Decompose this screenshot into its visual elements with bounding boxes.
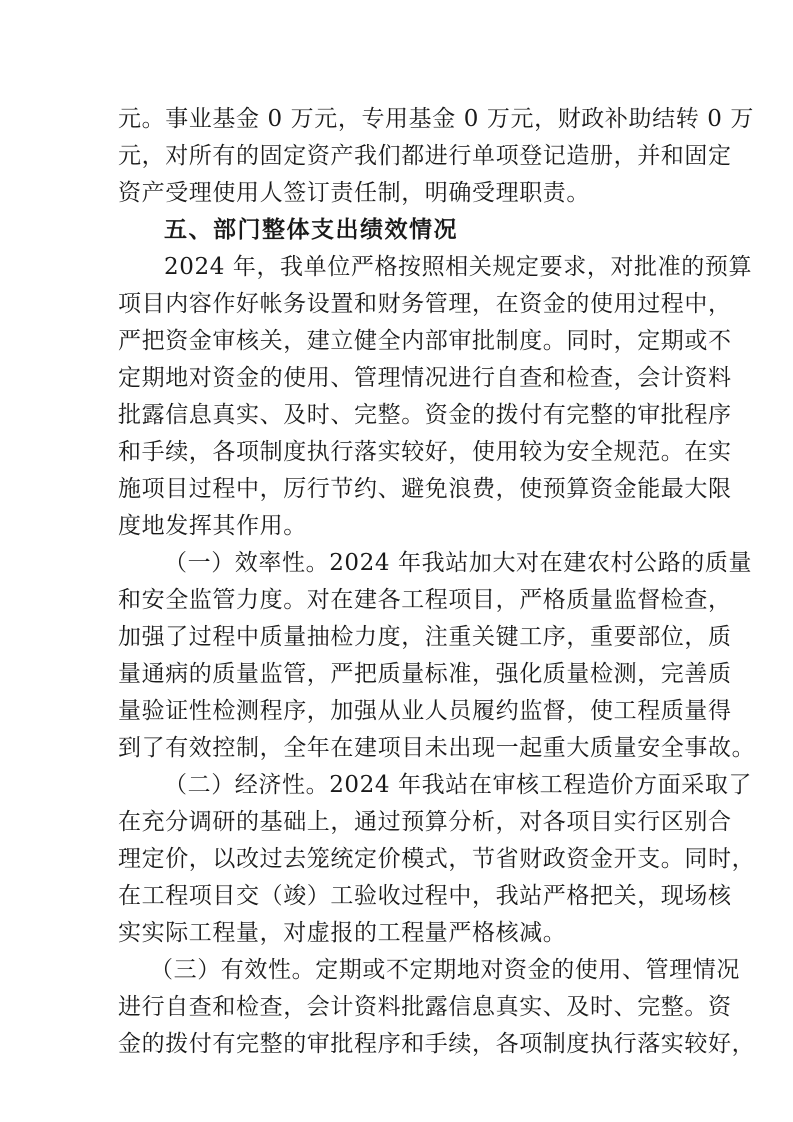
text-line: 量通病的质量监管，严把质量标准，强化质量检测，完善质 (118, 661, 732, 687)
text-line: 在工程项目交（竣）工验收过程中，我站严格把关，现场核 (118, 883, 732, 909)
text-line: 进行自查和检查，会计资料批露信息真实、及时、完整。资 (118, 994, 732, 1020)
section-heading: 五、部门整体支出绩效情况 (164, 217, 458, 243)
text-line: 2024 年，我单位严格按照相关规定要求，对批准的预算 (164, 254, 753, 280)
text-line: 度地发挥其作用。 (118, 513, 307, 539)
text-line: 和安全监管力度。对在建各工程项目，严格质量监督检查， (118, 587, 732, 613)
text-line: 项目内容作好帐务设置和财务管理，在资金的使用过程中， (118, 291, 732, 317)
text-line: 加强了过程中质量抽检力度，注重关键工序，重要部位，质 (118, 624, 732, 650)
text-line: （一）效率性。2024 年我站加大对在建农村公路的质量 (164, 550, 753, 576)
text-line: 元，对所有的固定资产我们都进行单项登记造册，并和固定 (118, 143, 732, 169)
text-line: 元。事业基金 0 万元，专用基金 0 万元，财政补助结转 0 万 (118, 106, 754, 132)
text-line: 和手续，各项制度执行落实较好，使用较为安全规范。在实 (118, 439, 732, 465)
text-line: 严把资金审核关，建立健全内部审批制度。同时，定期或不 (118, 328, 732, 354)
text-line: 到了有效控制，全年在建项目未出现一起重大质量安全事故。 (118, 735, 756, 761)
text-line: （二）经济性。2024 年我站在审核工程造价方面采取了 (164, 772, 753, 798)
text-line: （三）有效性。定期或不定期地对资金的使用、管理情况 (150, 957, 740, 983)
text-line: 量验证性检测程序，加强从业人员履约监督，使工程质量得 (118, 698, 732, 724)
text-line: 定期地对资金的使用、管理情况进行自查和检查，会计资料 (118, 365, 732, 391)
text-line: 批露信息真实、及时、完整。资金的拨付有完整的审批程序 (118, 402, 732, 428)
text-line: 在充分调研的基础上，通过预算分析，对各项目实行区别合 (118, 809, 732, 835)
text-line: 金的拨付有完整的审批程序和手续，各项制度执行落实较好， (118, 1031, 756, 1057)
text-line: 实实际工程量，对虚报的工程量严格核减。 (118, 920, 567, 946)
text-line: 施项目过程中，厉行节约、避免浪费，使预算资金能最大限 (118, 476, 732, 502)
text-line: 资产受理使用人签订责任制，明确受理职责。 (118, 180, 590, 206)
text-line: 理定价，以改过去笼统定价模式，节省财政资金开支。同时， (118, 846, 756, 872)
